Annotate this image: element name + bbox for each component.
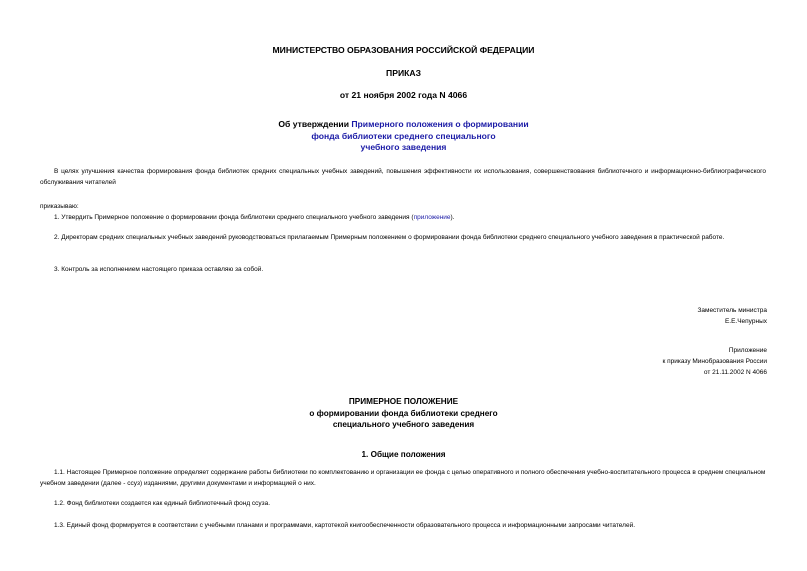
appendix-ref: к приказу Минобразования России [662, 358, 767, 365]
appendix-date: от 21.11.2002 N 4066 [703, 369, 767, 376]
signature-position: Заместитель министра [697, 307, 767, 314]
order-word: приказываю: [40, 203, 79, 210]
paragraph-1-1: 1.1. Настоящее Примерное положение определяет содержание работы библиотеки по комплектованию и организации ее фонда с целью оперативного и полного обеспечения учебно-воспитательного процесса в среднем специальном учебном заведении (далее - ссуз) изданиями, другими документами и информацией о них. [40, 469, 766, 487]
signature-name: Е.Е.Чепурных [724, 318, 767, 325]
preamble-paragraph: В целях улучшения качества формирования фонда библиотек средних специальных учебных заведений, повышения эффективности их использования, совершенствования библиотечного и информационно-библиографического обслуживания читателей [40, 168, 766, 186]
regulation-title-line3: специального учебного заведения [332, 420, 475, 429]
title-link[interactable]: Примерного положения о формировании [351, 119, 529, 129]
regulation-title [0, 396, 807, 431]
doc-type-heading: ПРИКАЗ [386, 68, 421, 78]
title-link-line3[interactable]: учебного заведения [360, 142, 447, 152]
section-1-title: 1. Общие положения [361, 450, 446, 459]
order-item-1 [54, 212, 455, 223]
appendix-label: Приложение [728, 347, 767, 354]
doc-date-number: от 21 ноября 2002 года N 4066 [339, 90, 468, 100]
paragraph-1-3: 1.3. Единый фонд формируется в соответствии с учебными планами и программами, картотекой книгообеспеченности образовательного процесса и информационными запросами читателей. [54, 522, 636, 529]
ministry-heading: МИНИСТЕРСТВО ОБРАЗОВАНИЯ РОССИЙСКОЙ ФЕДЕРАЦИИ [272, 45, 535, 55]
appendix-link[interactable]: приложение [413, 214, 451, 221]
signature-block [697, 305, 767, 327]
order-title [0, 119, 807, 154]
title-link-line2[interactable]: фонда библиотеки среднего специального [311, 130, 496, 141]
regulation-title-line2: о формировании фонда библиотеки среднего [309, 408, 498, 418]
order-item-2: 2. Директорам средних специальных учебных заведений руководствоваться прилагаемым Примерным положением о формировании фонда библиотеки среднего специального учебного заведения в практической работе. [54, 234, 725, 241]
order-item-1-end: ). [450, 214, 455, 221]
regulation-title-line1: ПРИМЕРНОЕ ПОЛОЖЕНИЕ [348, 397, 459, 406]
paragraph-1-2: 1.2. Фонд библиотеки создается как единый библиотечный фонд ссуза. [54, 500, 271, 507]
appendix-block [662, 345, 767, 378]
order-item-3: 3. Контроль за исполнением настоящего приказа оставляю за собой. [54, 266, 264, 273]
title-prefix: Об утверждении [278, 119, 352, 129]
order-item-1-text: 1. Утвердить Примерное положение о формировании фонда библиотеки среднего специального учебного заведения ( [54, 214, 414, 221]
